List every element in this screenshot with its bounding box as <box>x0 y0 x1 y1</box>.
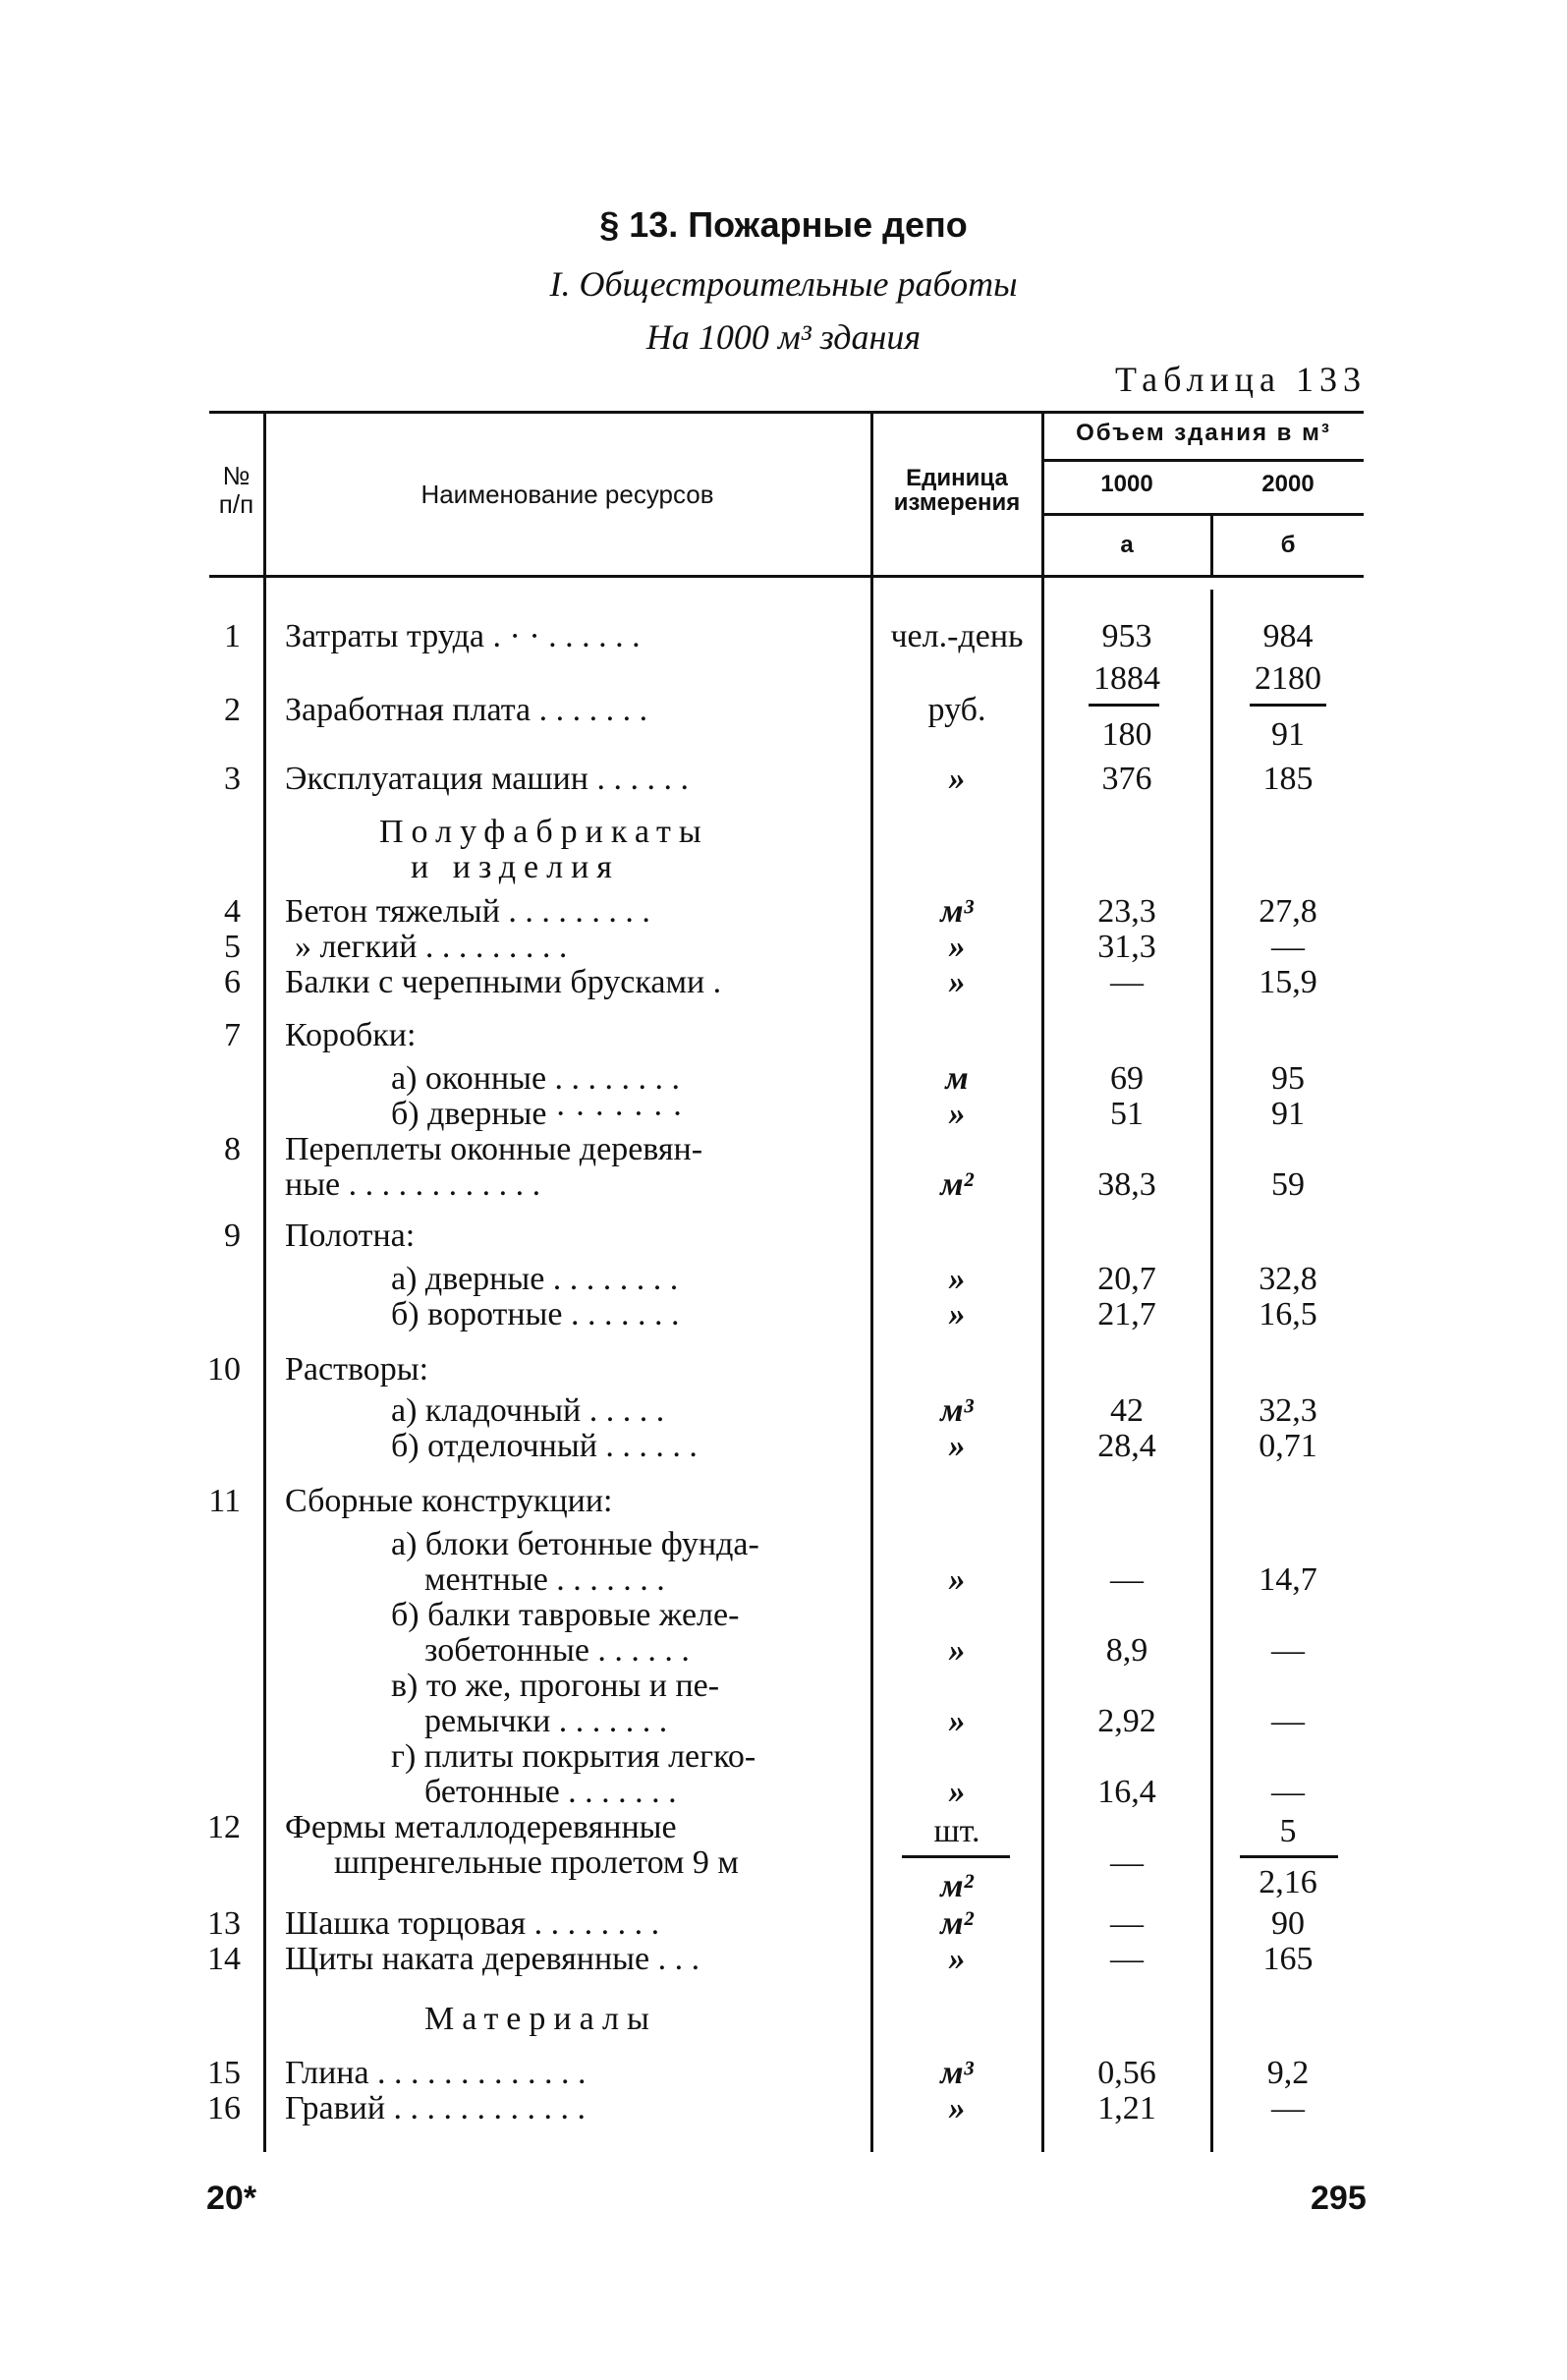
row-number: 3 <box>224 761 241 797</box>
resource-name: Щиты наката деревянные . . . <box>285 1941 700 1977</box>
value-a: — <box>1110 1561 1144 1598</box>
row-number: 6 <box>224 964 241 1000</box>
resource-name-cont: ментные . . . . . . . <box>424 1561 665 1598</box>
unit: » <box>948 1561 966 1598</box>
value-b-denominator: 2,16 <box>1259 1864 1317 1900</box>
row-number: 12 <box>207 1809 241 1845</box>
unit: м² <box>940 1166 974 1203</box>
value-b-numerator: 5 <box>1279 1813 1297 1849</box>
value-a: 28,4 <box>1097 1428 1156 1464</box>
resource-name: Шашка торцовая . . . . . . . . <box>285 1905 660 1942</box>
col-header-num: № п/п <box>218 461 254 519</box>
table-label: Таблица 133 <box>1115 360 1367 399</box>
value-b: 15,9 <box>1259 964 1317 1000</box>
subsection-heading: I. Общестроительные работы <box>549 264 1018 304</box>
value-a: 16,4 <box>1097 1774 1156 1810</box>
resource-name: Эксплуатация машин . . . . . . <box>285 761 689 797</box>
row-number: 13 <box>207 1905 241 1942</box>
resource-name: г) плиты покрытия легко- <box>391 1738 756 1775</box>
unit: » <box>948 1703 966 1739</box>
value-a: 38,3 <box>1097 1166 1156 1203</box>
value-b-denominator: 91 <box>1271 716 1305 753</box>
resource-name: Переплеты оконные деревян- <box>285 1131 703 1167</box>
value-b: — <box>1271 1703 1305 1739</box>
resource-name: Бетон тяжелый . . . . . . . . . <box>285 893 650 930</box>
value-a: 69 <box>1110 1060 1144 1097</box>
unit: » <box>948 1261 966 1297</box>
unit: руб. <box>927 692 986 728</box>
value-b: 14,7 <box>1259 1561 1317 1598</box>
fraction-bar <box>1240 1855 1338 1858</box>
resource-name-cont: шпренгельные пролетом 9 м <box>334 1844 739 1881</box>
top-rule <box>209 411 1364 414</box>
resource-name: Гравий . . . . . . . . . . . . <box>285 2090 587 2126</box>
fraction-bar <box>902 1855 1010 1858</box>
value-b: 32,8 <box>1259 1261 1317 1297</box>
value-b: — <box>1271 2090 1305 2126</box>
resource-name: Заработная плата . . . . . . . <box>285 692 648 728</box>
section-title: Полуфабрикаты <box>379 814 709 850</box>
row-number: 1 <box>224 618 241 654</box>
resource-name: б) отделочный . . . . . . <box>391 1428 698 1464</box>
col-header-name: Наименование ресурсов <box>420 480 714 509</box>
row-number: 4 <box>224 893 241 930</box>
value-b: 27,8 <box>1259 893 1317 930</box>
resource-name-cont: бетонные . . . . . . . <box>424 1774 677 1810</box>
resource-name: Коробки: <box>285 1017 417 1053</box>
value-b-numerator: 2180 <box>1255 660 1321 697</box>
resource-name-cont: зобетонные . . . . . . <box>424 1632 690 1669</box>
value-a: 51 <box>1110 1096 1144 1132</box>
unit: » <box>948 1428 966 1464</box>
value-a: 23,3 <box>1097 893 1156 930</box>
unit: » <box>948 2090 966 2126</box>
col-header-letter-b: б <box>1280 532 1296 558</box>
group-rule <box>1041 459 1364 462</box>
unit: м² <box>940 1905 974 1942</box>
row-number: 8 <box>224 1131 241 1167</box>
value-b: 95 <box>1271 1060 1305 1097</box>
resource-name: а) блоки бетонные фунда- <box>391 1526 759 1562</box>
unit: м <box>945 1060 969 1097</box>
value-a: 8,9 <box>1105 1632 1148 1669</box>
col-header-letter-a: а <box>1120 532 1134 558</box>
resource-name: Затраты труда . · · . . . . . . <box>285 618 641 654</box>
unit: » <box>948 1774 966 1810</box>
value-a: 20,7 <box>1097 1261 1156 1297</box>
resource-name: Сборные конструкции: <box>285 1483 613 1519</box>
unit: » <box>948 1941 966 1977</box>
row-number: 14 <box>207 1941 241 1977</box>
resource-name: » легкий . . . . . . . . . <box>295 929 568 965</box>
unit: » <box>948 964 966 1000</box>
value-a: — <box>1110 1941 1144 1977</box>
resource-name: Полотна: <box>285 1218 416 1254</box>
unit: » <box>948 1096 966 1132</box>
header-bottom-rule <box>209 575 1364 578</box>
resource-name: б) дверные · · · · · · · <box>391 1096 684 1132</box>
col-rule-num <box>263 413 266 2152</box>
unit: » <box>948 1296 966 1332</box>
value-a: 376 <box>1101 761 1152 797</box>
unit-denominator: м² <box>940 1868 974 1904</box>
value-a: 2,92 <box>1097 1703 1156 1739</box>
value-b: 984 <box>1262 618 1314 654</box>
value-b: — <box>1271 1632 1305 1669</box>
resource-name: а) дверные . . . . . . . . <box>391 1261 679 1297</box>
row-number: 9 <box>224 1218 241 1254</box>
row-number: 7 <box>224 1017 241 1053</box>
col-header-volume: Объем здания в м³ <box>1076 420 1331 446</box>
row-number: 10 <box>207 1351 241 1388</box>
value-b: 9,2 <box>1266 2055 1310 2091</box>
resource-name: а) оконные . . . . . . . . <box>391 1060 681 1097</box>
value-a: 1,21 <box>1097 2090 1156 2126</box>
value-a-numerator: 1884 <box>1093 660 1160 697</box>
resource-name: а) кладочный . . . . . <box>391 1392 665 1429</box>
resource-name: Балки с черепными брусками . <box>285 964 722 1000</box>
row-number: 2 <box>224 692 241 728</box>
unit-numerator: шт. <box>933 1813 980 1849</box>
unit: » <box>948 929 966 965</box>
resource-name: б) воротные . . . . . . . <box>391 1296 680 1332</box>
resource-name: в) то же, прогоны и пе- <box>391 1668 720 1704</box>
resource-name-cont: ремычки . . . . . . . <box>424 1703 668 1739</box>
resource-name: Растворы: <box>285 1351 429 1388</box>
row-number: 11 <box>208 1483 241 1519</box>
value-b: 32,3 <box>1259 1392 1317 1429</box>
value-a: 0,56 <box>1097 2055 1156 2091</box>
value-b: — <box>1271 1774 1305 1810</box>
value-b: 0,71 <box>1259 1428 1317 1464</box>
value-a: 21,7 <box>1097 1296 1156 1332</box>
row-number: 16 <box>207 2090 241 2126</box>
value-b: 90 <box>1271 1905 1305 1942</box>
fraction-bar <box>1250 704 1326 707</box>
value-a: 31,3 <box>1097 929 1156 965</box>
unit: » <box>948 1632 966 1669</box>
row-number: 15 <box>207 2055 241 2091</box>
resource-name-cont: ные . . . . . . . . . . . . <box>285 1166 541 1203</box>
value-a: — <box>1110 964 1144 1000</box>
value-b: 185 <box>1262 761 1314 797</box>
unit: м³ <box>940 893 974 930</box>
section-title-cont: и изделия <box>411 849 620 885</box>
unit: м³ <box>940 2055 974 2091</box>
section-heading: § 13. Пожарные депо <box>599 204 968 245</box>
unit: » <box>948 761 966 797</box>
resource-name: Глина . . . . . . . . . . . . . <box>285 2055 587 2091</box>
col-header-2000: 2000 <box>1261 471 1315 497</box>
value-a: 42 <box>1110 1392 1144 1429</box>
resource-name: б) балки тавровые желе- <box>391 1597 740 1633</box>
col-header-1000: 1000 <box>1100 471 1153 497</box>
value-b: 91 <box>1271 1096 1305 1132</box>
basis-heading: На 1000 м³ здания <box>645 317 922 357</box>
unit: м³ <box>940 1392 974 1429</box>
value-b: — <box>1271 929 1305 965</box>
section-title: Материалы <box>424 2001 657 2037</box>
unit: чел.-день <box>890 618 1024 654</box>
value-b: 165 <box>1262 1941 1314 1977</box>
value-a: 953 <box>1101 618 1152 654</box>
page-number: 295 <box>1311 2180 1367 2217</box>
subheader-rule <box>1041 513 1364 516</box>
col-header-unit: Единица измерения <box>893 465 1021 517</box>
row-number: 5 <box>224 929 241 965</box>
value-b: 16,5 <box>1259 1296 1317 1332</box>
fraction-bar <box>1089 704 1159 707</box>
value-a: — <box>1110 1844 1144 1881</box>
value-b: 59 <box>1271 1166 1305 1203</box>
printer-signature: 20* <box>206 2180 257 2217</box>
value-a: — <box>1110 1905 1144 1942</box>
resource-name: Фермы металлодеревянные <box>285 1809 677 1845</box>
value-a-denominator: 180 <box>1101 716 1152 753</box>
